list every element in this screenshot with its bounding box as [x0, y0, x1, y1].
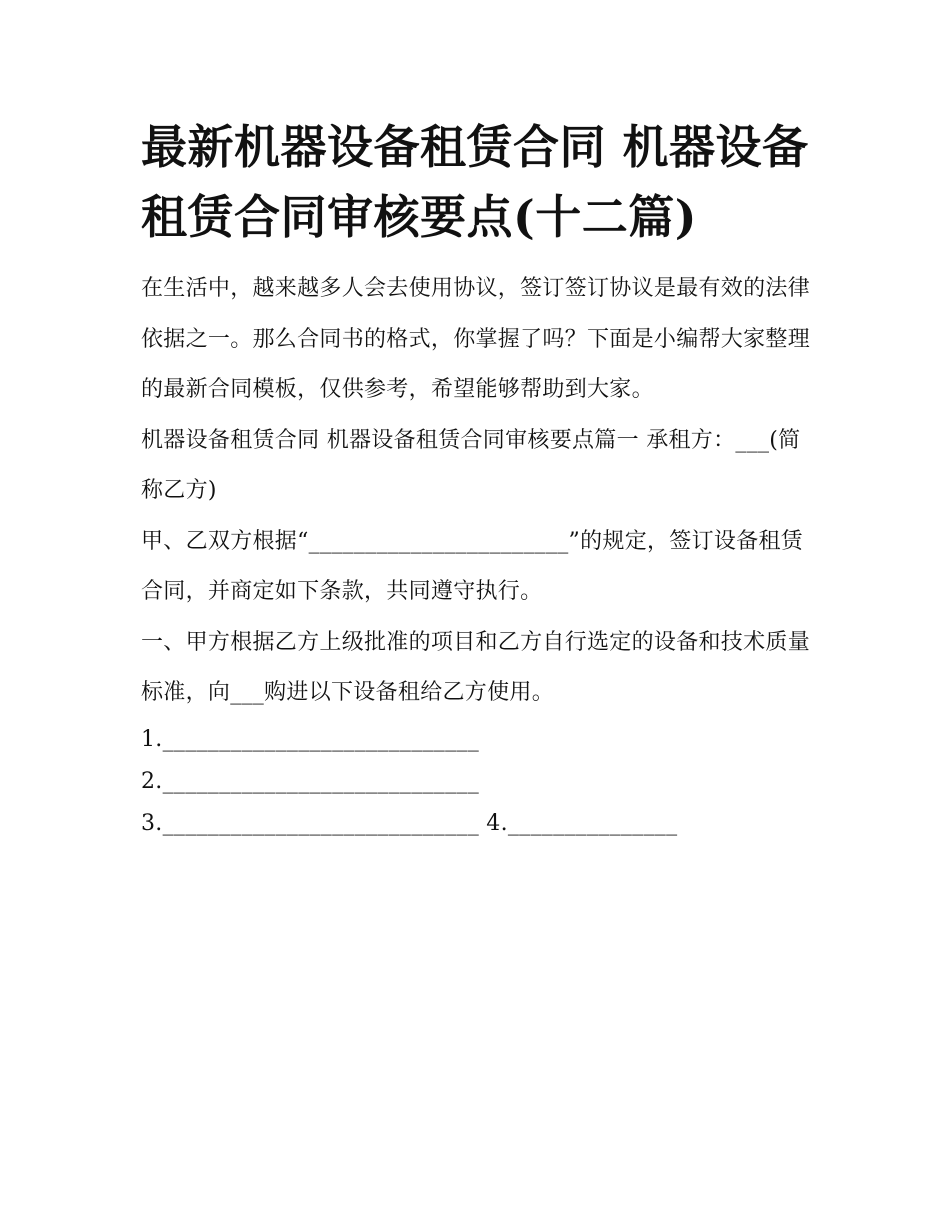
equipment-list — [141, 719, 813, 845]
clause-one-paragraph: 一、甲方根据乙方上级批准的项目和乙方自行选定的设备和技术质量标准，向___购进以下设备租给乙方使用。 — [141, 629, 811, 705]
document-body — [141, 112, 813, 845]
lessee-paragraph: 机器设备租赁合同 机器设备租赁合同审核要点篇一 承租方：___(简称乙方) — [141, 427, 801, 503]
intro-paragraph: 在生活中，越来越多人会去使用协议，签订签订协议是最有效的法律依据之一。那么合同书的格式，你掌握了吗？下面是小编帮大家整理的最新合同模板，仅供参考，希望能够帮助到大家。 — [141, 276, 811, 402]
agreement-basis-paragraph: 甲、乙双方根据“_______________________”的规定，签订设备租赁合同，并商定如下条款，共同遵守执行。 — [141, 528, 804, 604]
equipment-list-line: 1.____________________________ 2.____________________________ — [141, 726, 479, 794]
document-title: 最新机器设备租赁合同 机器设备租赁合同审核要点(十二篇) — [141, 120, 809, 244]
equipment-list-line: 3.____________________________ 4._______________ — [141, 810, 678, 836]
